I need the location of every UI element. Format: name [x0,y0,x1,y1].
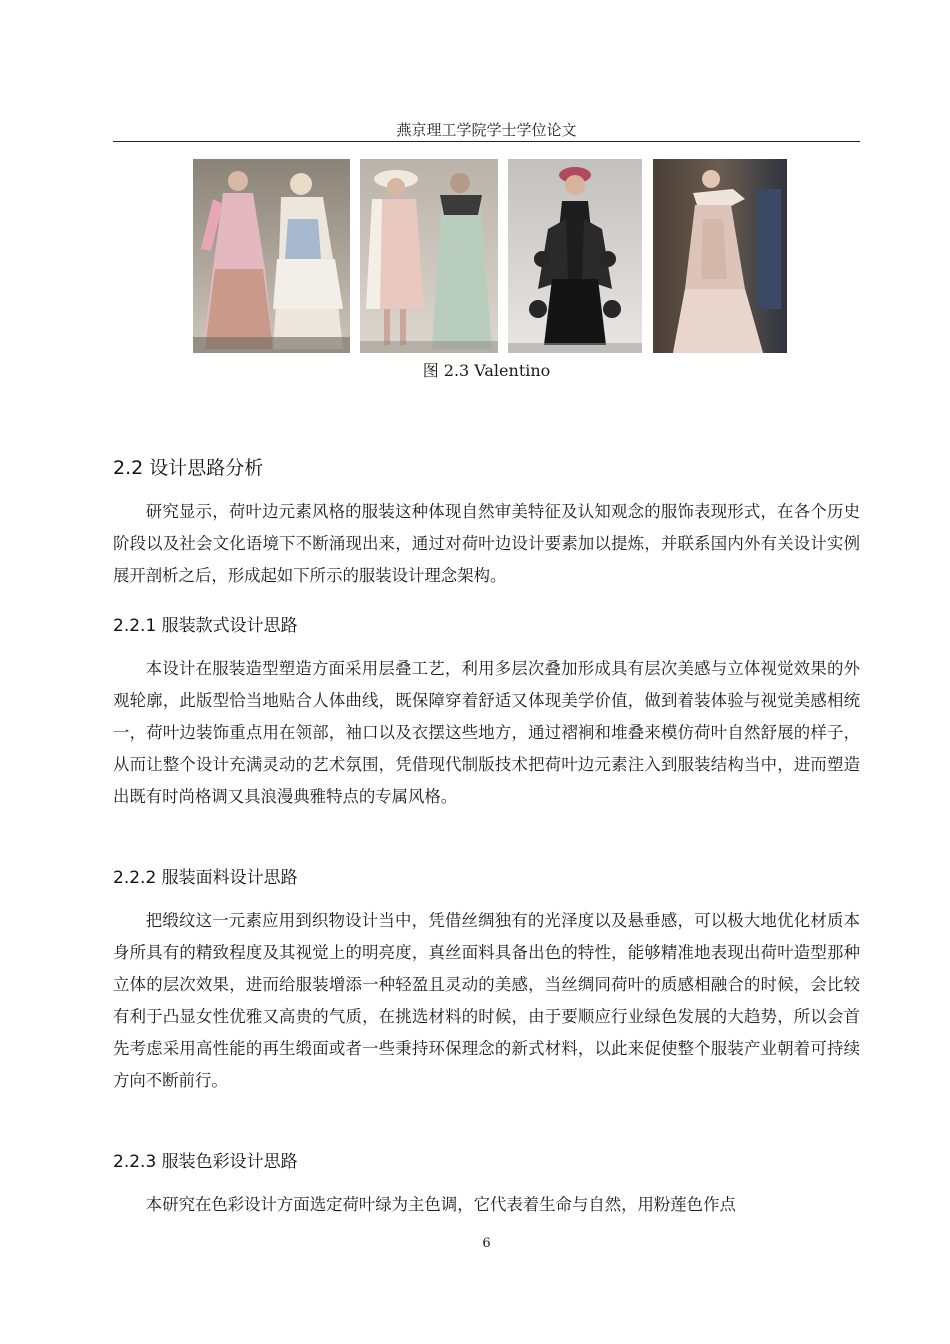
figure-caption: 图 2.3 Valentino [422,361,551,380]
runway-photo-pastel-coats [360,159,498,353]
header-rule [113,141,860,142]
subsection-body-color: 本研究在色彩设计方面选定荷叶绿为主色调，它代表着生命与自然，用粉莲色作点 [145,1195,736,1214]
subsection-heading-fabric: 2.2.2 服装面料设计思路 [113,868,298,888]
runway-photo-pink-dresses [193,159,350,353]
subsection-body-fabric: 把缎纹这一元素应用到织物设计当中，凭借丝绸独有的光泽度以及悬垂感，可以极大地优化材质本身所具有的精致程度及其视觉上的明亮度，真丝面料具备出色的特性，能够精准地表现出荷叶造型那种立体的层次效果，进而给服装增添一种轻盈且灵动的美感，当丝绸同荷叶的质感相融合的时候，会比较有利于凸显女性优雅又高贵的气质，在挑选材料的时候，由于要顺应行业绿色发展的大趋势，所以会首先考虑采用高性能的再生缎面或者一些秉持环保理念的新式材料，以此来促使整个服装产业朝着可持续方向不断前行。 [113,911,860,1090]
runway-photo-blush-lace-gown [653,159,787,353]
section-heading: 2.2 设计思路分析 [113,457,264,479]
page-number: 6 [482,1236,491,1251]
running-header: 燕京理工学院学士学位论文 [396,121,577,139]
runway-photo-black-ruffle-gown [508,159,642,353]
subsection-heading-color: 2.2.3 服装色彩设计思路 [113,1152,298,1172]
section-intro-paragraph: 研究显示，荷叶边元素风格的服装这种体现自然审美特征及认知观念的服饰表现形式，在各个历史阶段以及社会文化语境下不断涌现出来，通过对荷叶边设计要素加以提炼，并联系国内外有关设计实例展开剖析之后，形成起如下所示的服装设计理念架构。 [113,502,860,585]
subsection-heading-style: 2.2.1 服装款式设计思路 [113,616,298,636]
subsection-body-style: 本设计在服装造型塑造方面采用层叠工艺，利用多层次叠加形成具有层次美感与立体视觉效果的外观轮廓，此版型恰当地贴合人体曲线，既保障穿着舒适又体现美学价值，做到着装体验与视觉美感相统一，荷叶边装饰重点用在领部，袖口以及衣摆这些地方，通过褶裥和堆叠来模仿荷叶自然舒展的样子，从而让整个设计充满灵动的艺术氛围，凭借现代制版技术把荷叶边元素注入到服装结构当中，进而塑造出既有时尚格调又具浪漫典雅特点的专属风格。 [113,659,860,806]
